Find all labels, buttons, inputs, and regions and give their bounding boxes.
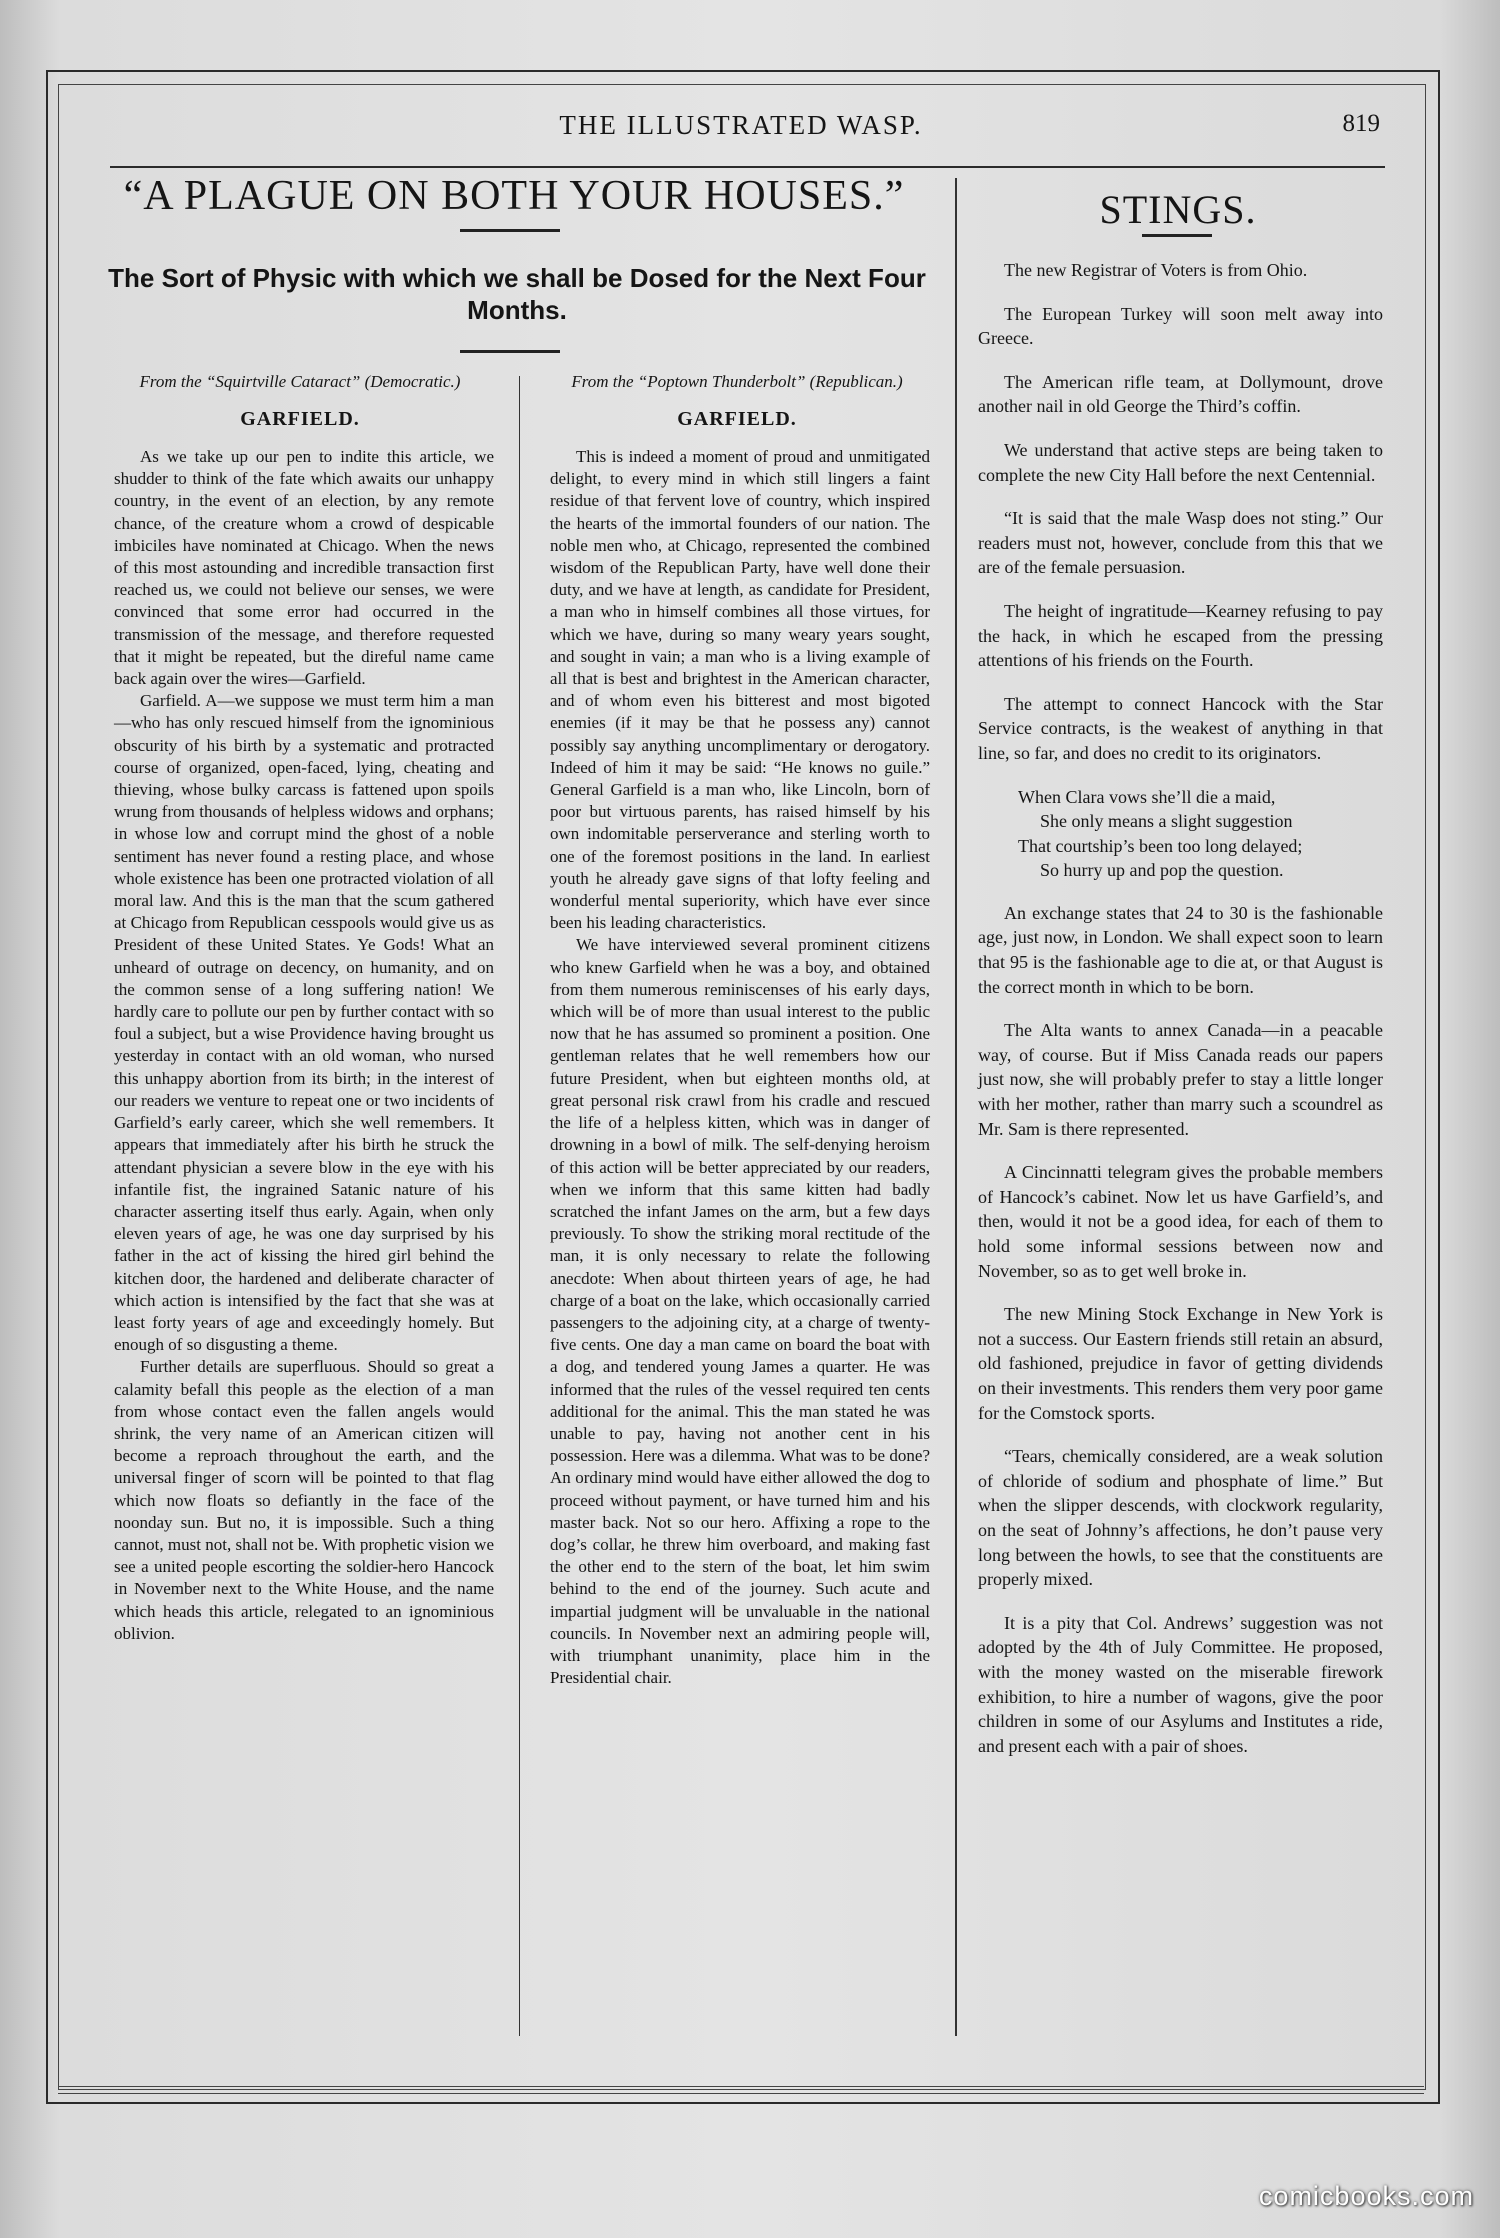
right-article-body [550, 446, 930, 1689]
left-paragraph: As we take up our pen to indite this article, we shudder to think of the fate which awaits our unhappy country, in the event of an election, by any remote chance, of the creature whom a crowd of despicable imbiciles have nominated at Chicago. When the news of this most astounding and incredible transaction first reached us, we could not believe our senses, we were convinced that some error had occurred in the transmission of the message, and therefore requested that it might be repeated, but the direful name came back again over the wires—Garfield. [114, 447, 494, 689]
stings-rule [1142, 234, 1212, 237]
sting-item: An exchange states that 24 to 30 is the fashionable age, just now, in London. We shall expect soon to learn that 95 is the fashionable age to die at, or that August is the correct month in which to be born. [978, 902, 1383, 997]
sting-item: “Tears, chemically considered, are a weak solution of chloride of sodium and phosphate of lime.” But when the slipper descends, with clockwork regularity, on the seat of Johnny’s affections, he don’t pause very long between the howls, to see that the constituents are properly mixed. [978, 1446, 1383, 1590]
column-divider-right [955, 178, 957, 2036]
sting-item: It is a pity that Col. Andrews’ suggestion was not adopted by the 4th of July Committee. He proposed, with the money wasted on the miserable firework exhibition, to hire a number of wagons, give the poor children in some of our Asylums and Institutes a ride, and present each with a pair of shoes. [978, 1612, 1383, 1756]
stings-column [978, 258, 1383, 1777]
right-source-line: From the “Poptown Thunderbolt” (Republican.) [571, 372, 903, 391]
left-source-line: From the “Squirtville Cataract” (Democratic.) [139, 372, 461, 391]
verse-line: She only means a slight suggestion [1040, 811, 1293, 832]
right-heading: GARFIELD. [677, 408, 797, 430]
subtitle-rule [460, 350, 560, 353]
sting-item: The new Registrar of Voters is from Ohio. [1004, 260, 1308, 280]
running-head [58, 108, 1424, 148]
verse-line: When Clara vows she’ll die a maid, [1018, 786, 1276, 807]
article-title: “A PLAGUE ON BOTH YOUR HOUSES.” [123, 173, 905, 219]
sting-item: The height of ingratitude—Kearney refusing to pay the hack, in which he escaped from the pressing attentions of his friends on the Fourth. [978, 600, 1383, 671]
sting-item: The American rifle team, at Dollymount, drove another nail in old George the Third’s coffin. [978, 371, 1383, 417]
right-paragraph: We have interviewed several prominent citizens who knew Garfield when he was a boy, and obtained from them numerous reminiscenses of his early days, which will be of more than usual interest to the public now that he has assumed so prominent a position. One gentleman relates that he well remembers how our future President, when but eighteen months old, at great personal risk crawl from his cradle and rescued the life of a helpless kitten, which was in danger of drowning in a bowl of milk. The self-denying heroism of this action will be better appreciated by our readers, when we inform that this same kitten had badly scratched the infant James on the arm, but a few days previously. To show the striking moral rectitude of the man, it is only necessary to relate the following anecdote: When about thirteen years of age, he had charge of a boat on the lake, which occasionally carried passengers to the adjoining city, at a charge of twenty-five cents. One day a man came on board the boat with a dog, and tendered young James a quarter. He was informed that the rules of the vessel required ten cents additional for the animal. This the man stated he was unable to pay, having not another cent in his possession. Here was a dilemma. What was to be done? An ordinary mind would have either allowed the dog to proceed without payment, or have turned him and his master back. Not so our hero. Affixing a rope to the dog’s collar, he threw him overboard, and making fast the other end to the stern of the boat, let him swim behind to the end of the journey. Such acute and impartial judgment will be unvaluable in the national councils. In November next an admiring people will, with triumphant unanimity, place him in the Presidential chair. [550, 935, 930, 1688]
title-rule [460, 229, 560, 232]
column-divider-middle [519, 376, 520, 2036]
left-heading: GARFIELD. [240, 408, 360, 430]
verse-line: That courtship’s been too long delayed; [1018, 835, 1303, 856]
right-paragraph: This is indeed a moment of proud and unmitigated delight, to every mind in which still lingers a faint residue of that fervent love of country, which inspired the hearts of the immortal founders of our nation. The noble men who, at Chicago, represented the combined wisdom of the Republican Party, have well done their duty, and we have at length, as candidate for President, a man who in himself combines all those virtues, for which we have, during so many weary years sought, and sought in vain; a man who is a living example of all that is best and brightest in the American character, and of whom even his bitterest and most bigoted enemies (if it may be that he possess any) cannot possibly say anything uncomplimentary or derogatory. Indeed of him it may be said: “He knows no guile.” General Garfield is a man who, like Lincoln, born of poor but virtuous parents, has raised himself by his own indomitable perserverance and sterling worth to one of the foremost positions in the land. In earliest youth he already gave signs of that lofty feeling and wonderful mental superiority, which have ever since been his leading characteristics. [550, 447, 930, 933]
stings-title: STINGS. [1099, 187, 1257, 232]
running-title: THE ILLUSTRATED WASP. [559, 110, 923, 140]
sting-item: The new Mining Stock Exchange in New York is not a success. Our Eastern friends still retain an absurd, old fashioned, prejudice in favor of getting dividends on their investments. This renders them very poor game for the Comstock sports. [978, 1304, 1383, 1423]
sting-item: A Cincinnatti telegram gives the probable members of Hancock’s cabinet. Now let us have Garfield’s, and then, would it not be a good idea, for each of them to hold some informal sessions between now and November, so as to get well broke in. [978, 1162, 1383, 1281]
watermark: comicbooks.com [1258, 2181, 1474, 2211]
sting-item: The attempt to connect Hancock with the Star Service contracts, is the weakest of anything in that line, so far, and does no credit to its originators. [978, 693, 1383, 763]
left-paragraph: Garfield. A—we suppose we must term him a man—who has only rescued himself from the ignominious obscurity of his birth by a systematic and protracted course of organized, open-faced, lying, cheating and thieving, whose bulky carcass is fattened upon spoils wrung from thousands of helpless widows and orphans; in whose low and corrupt mind the ghost of a noble sentiment has never found a resting place, and whose whole existence has been one protracted violation of all moral law. And this is the man that the scum gathered at Chicago from Republican cesspools would give us as President of these United States. Ye Gods! What an unheard of outrage on decency, on humanity, and on the common sense of a long suffering nation! We hardly care to pollute our pen by further contact with so foul a subject, but a wise Providence having brought us yesterday in contact with an old woman, who nursed this unhappy abortion from its birth; in the interest of our readers we venture to repeat one or two incidents of Garfield’s early career, which she well remembers. It appears that immediately after his birth he struck the attendant physician a severe blow in the eye with his infantile fist, the ingrained Satanic nature of his character asserting itself thus early. Again, when only eleven years of age, he was one day surprised by his father in the act of kissing the hired girl behind the kitchen door, the hardened and deliberate character of which action is intensified by the fact that she was at least forty years of age and exceedingly homely. But enough of so disgusting a theme. [114, 691, 494, 1355]
verse-line: So hurry up and pop the question. [1040, 860, 1284, 881]
bottom-rule [58, 2086, 1424, 2087]
sting-item: The European Turkey will soon melt away into Greece. [978, 303, 1383, 349]
article-subtitle: The Sort of Physic with which we shall be Dosed for the Next Four Months. [108, 263, 926, 325]
left-article-body [114, 446, 494, 1645]
sting-item: We understand that active steps are being taken to complete the new City Hall before the next Centennial. [978, 439, 1383, 485]
sting-item: “It is said that the male Wasp does not sting.” Our readers must not, however, conclude from this that we are of the female persuasion. [978, 508, 1383, 578]
sting-item: The Alta wants to annex Canada—in a peacable way, of course. But if Miss Canada reads our papers just now, she will probably prefer to stay a little longer with her mother, rather than marry such a scoundrel as Mr. Sam is there represented. [978, 1020, 1383, 1139]
bottom-rule [58, 2093, 1424, 2094]
header-rule [110, 166, 1385, 168]
sting-verse [978, 785, 1383, 883]
page-number: 819 [1342, 110, 1380, 137]
left-paragraph: Further details are superfluous. Should so great a calamity befall this people as the election of a man from whose contact even the fallen angels would shrink, the very name of an American citizen will become a reproach throughout the earth, and the universal finger of scorn will be pointed to that flag which now floats so defiantly in the face of the noonday sun. But no, it is impossible. Such a thing cannot, must not, shall not be. With prophetic vision we see a united people escorting the soldier-hero Hancock in November next to the White House, and the name which heads this article, relegated to an ignominious oblivion. [114, 1357, 494, 1643]
